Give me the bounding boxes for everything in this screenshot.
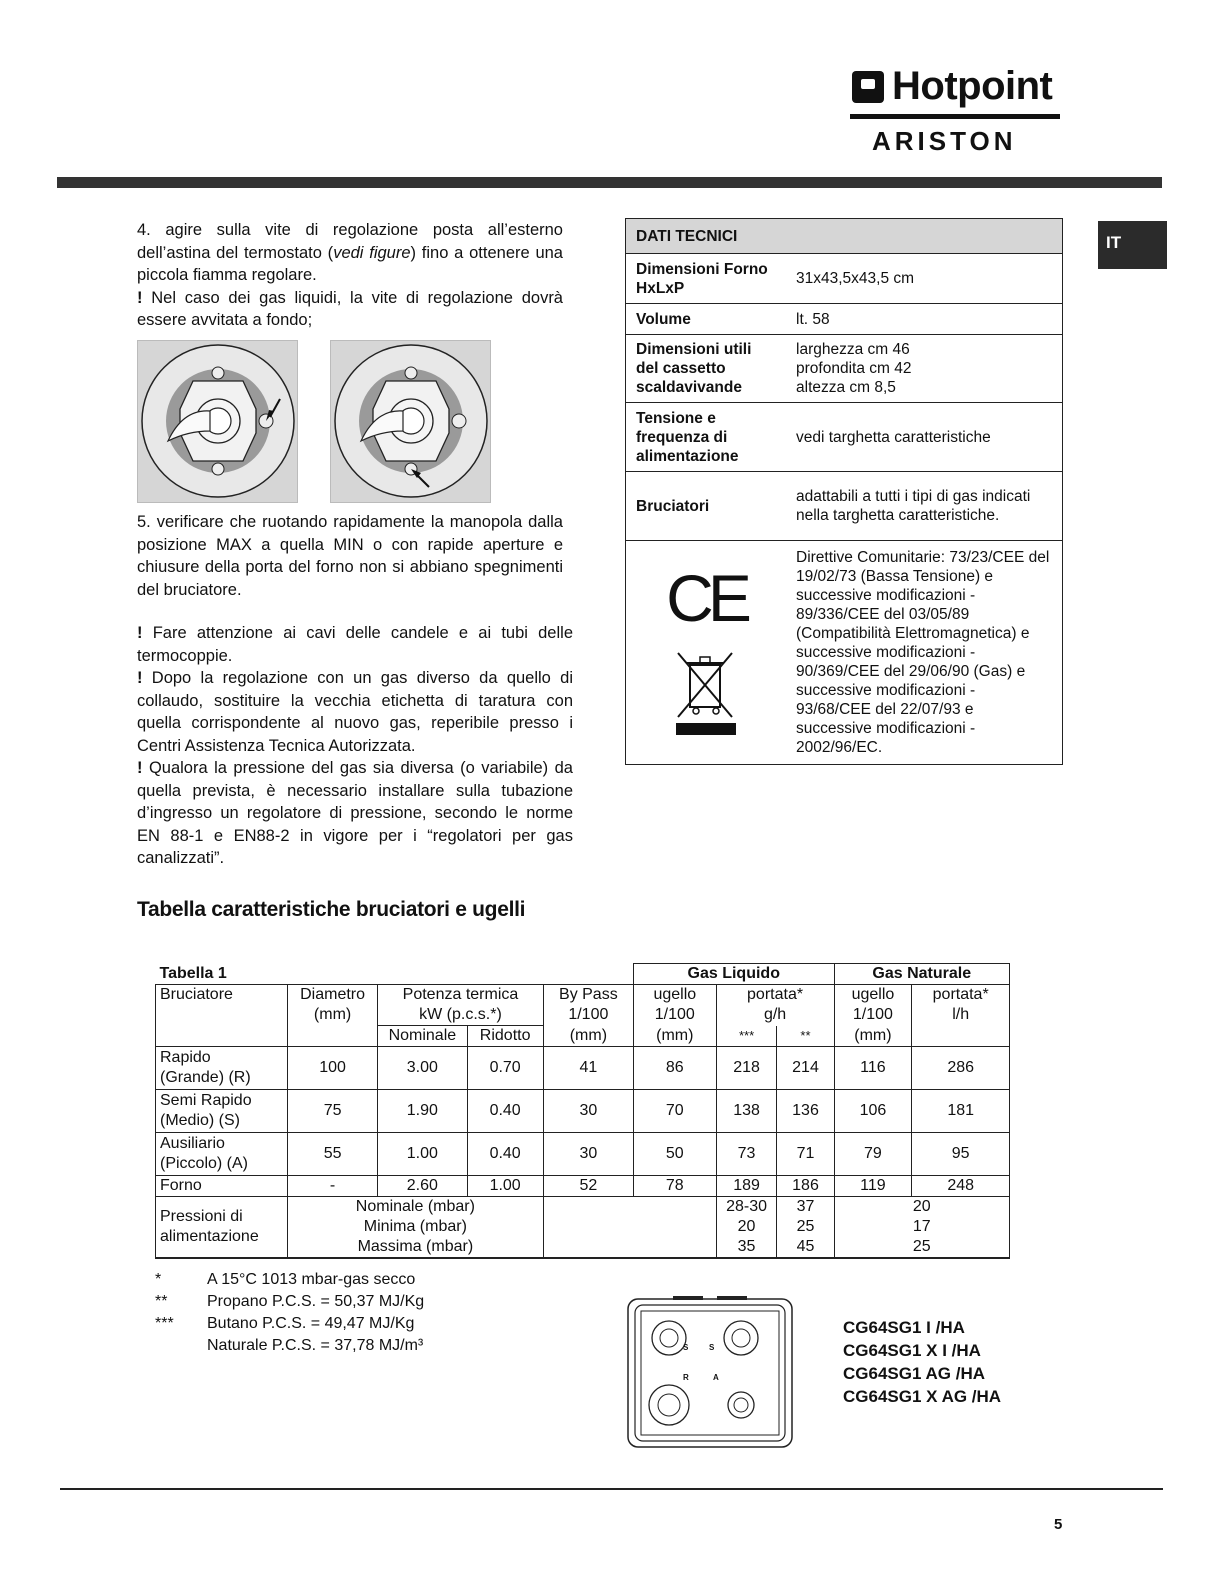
compliance-marks (626, 541, 787, 765)
cell-nominale: 1.00 (378, 1133, 467, 1176)
model-code: CG64SG1 X AG /HA (843, 1387, 1002, 1406)
h-ugello-label: ugello (653, 986, 697, 1004)
pressure-butane (716, 1197, 777, 1259)
ce-mark: CE (666, 561, 746, 635)
cell-ugello: 50 (633, 1133, 716, 1176)
footnote-mark: ** (155, 1293, 168, 1310)
model-code: CG64SG1 AG /HA (843, 1364, 986, 1383)
h-nominale: Nominale (378, 1026, 467, 1047)
h-ugello-unit: 1/100 (654, 1006, 695, 1024)
footer-divider (60, 1488, 1163, 1490)
h-ugello-nat (834, 985, 912, 1026)
h-butane: *** (716, 1026, 777, 1047)
cell-ugello-nat: 79 (834, 1133, 912, 1176)
h-portata (716, 985, 834, 1026)
h-portata-label: portata* (747, 986, 804, 1004)
brand-logo-icon (852, 71, 884, 103)
cell-diametro: 75 (287, 1090, 377, 1133)
drawer-height: altezza cm 8,5 (796, 379, 896, 396)
cell-portata-propane: 186 (777, 1176, 834, 1197)
row-forno: Forno (156, 1176, 288, 1197)
h-ugello-nat-unit: 1/100 (852, 1006, 893, 1024)
warning-2: Dopo la regolazione con un gas diverso da quello di collaudo, sostituire la vecchia etichetta di taratura con quella corrispondente al nuovo gas, reperibile presso i Centri Assistenza Tecnica Autorizzata. (137, 669, 573, 755)
h-bypass-label: By Pass (559, 986, 618, 1004)
model-list (843, 1316, 1001, 1408)
cell-ugello-nat: 119 (834, 1176, 912, 1197)
brand-underline (850, 114, 1060, 119)
cell-portata-propane: 136 (777, 1090, 834, 1133)
footnote-text: Propano P.C.S. = 50,37 MJ/Kg (207, 1293, 425, 1310)
tech-title: DATI TECNICI (626, 219, 1063, 254)
pressure-nat-min: 17 (912, 1218, 931, 1235)
brand-logo (852, 64, 1052, 109)
cell-portata-butane: 218 (716, 1047, 777, 1090)
step4-text (137, 219, 563, 332)
cell-ugello: 70 (633, 1090, 716, 1133)
warning-3: Qualora la pressione del gas sia diversa (o variabile) da quella prevista, è necessario installare sulla tubazione d’ingresso un regolatore di pressione, secondo le norme EN 88-1 e EN88-2 in vigore per i “regolatori per gas canalizzati”. (137, 759, 573, 867)
cell-ridotto: 0.40 (467, 1133, 543, 1176)
tech-data-table (625, 218, 1063, 765)
warning-mark: ! (137, 288, 143, 307)
cell-ugello-nat: 106 (834, 1090, 912, 1133)
tech-key-voltage: Tensione e frequenza di alimentazione (626, 403, 787, 472)
h-bruciatore: Bruciatore (156, 985, 288, 1026)
cell-nominale: 2.60 (378, 1176, 467, 1197)
header-divider (57, 177, 1162, 188)
pressure-nat-max: 25 (912, 1238, 931, 1255)
warning-mark: ! (137, 624, 143, 642)
burner-label-a: A (713, 1373, 719, 1382)
h-bypass (543, 985, 633, 1026)
cell-bypass: 30 (543, 1133, 633, 1176)
row-semi-rapido (156, 1090, 288, 1133)
tech-key-dimensions: Dimensioni Forno HxLxP (626, 254, 787, 304)
pressure-nominal: Nominale (mbar) (355, 1198, 475, 1215)
pressure-nat-nom: 20 (912, 1198, 931, 1215)
brand-name: Hotpoint (892, 64, 1053, 108)
tech-key-drawer: Dimensioni utili del cassetto scaldavivande (626, 335, 787, 403)
cell-portata-butane: 138 (716, 1090, 777, 1133)
pressure-names (287, 1197, 543, 1259)
tech-val-voltage: vedi targhetta caratteristiche (786, 403, 1063, 472)
cell-ridotto: 0.70 (467, 1047, 543, 1090)
h-portata-nat-label: portata* (932, 986, 989, 1003)
step4-note: Nel caso dei gas liquidi, la vite di regolazione dovrà essere avvitata a fondo; (137, 288, 563, 329)
cell-diametro: 100 (287, 1047, 377, 1090)
h-potenza-label: Potenza termica (402, 986, 519, 1003)
tech-val-directives: Direttive Comunitarie: 73/23/CEE del 19/02/73 (Bassa Tensione) e successive modificazioni - 89/336/CEE del 03/05/89 (Compatibilità Elettromagnetica) e successive modificazioni - 90/369/CEE del 29/06/90 (Gas) e successive modificazioni - 93/68/CEE del 22/07/93 e successive modificazioni - 2002/96/EC. (786, 541, 1063, 765)
hob-diagram (627, 1295, 793, 1448)
warning-mark: ! (137, 759, 143, 777)
hob-icon (627, 1295, 793, 1448)
h-portata-nat-unit: l/h (952, 1006, 970, 1023)
footnote-text: Naturale P.C.S. = 37,78 MJ/m³ (207, 1337, 424, 1354)
thermostat-dial-icon (138, 341, 297, 502)
model-code: CG64SG1 X I /HA (843, 1341, 981, 1360)
cell-diametro: 55 (287, 1133, 377, 1176)
row-rapido (156, 1047, 288, 1090)
thermostat-figure-2 (330, 340, 491, 503)
cell-ugello: 86 (633, 1047, 716, 1090)
tech-val-drawer (786, 335, 1063, 403)
drawer-depth: profondita cm 42 (796, 360, 912, 377)
cell-bypass: 30 (543, 1090, 633, 1133)
h-potenza (378, 985, 544, 1026)
footnote-mark: *** (155, 1315, 174, 1332)
warning-1: Fare attenzione ai cavi delle candele e ai tubi delle termocoppie. (137, 624, 573, 665)
thermostat-dial-icon (331, 341, 490, 502)
row-name: Rapido (160, 1049, 211, 1066)
h-ugello-nat-mm: (mm) (834, 1026, 912, 1047)
h-potenza-unit: kW (p.c.s.*) (419, 1006, 502, 1023)
pressure-butane-max: 35 (737, 1238, 756, 1255)
cell-bypass: 41 (543, 1047, 633, 1090)
cell-portata-propane: 214 (777, 1047, 834, 1090)
cell-ugello: 78 (633, 1176, 716, 1197)
pressure-natural (834, 1197, 1010, 1259)
pressure-butane-nom: 28-30 (726, 1198, 768, 1215)
tech-key-burners: Bruciatori (626, 472, 787, 541)
h-diametro (287, 985, 377, 1026)
warning-mark: ! (137, 669, 143, 687)
cell-bypass: 52 (543, 1176, 633, 1197)
cell-nominale: 1.90 (378, 1090, 467, 1133)
burner-table (155, 963, 1010, 1259)
footnote-text: Butano P.C.S. = 49,47 MJ/Kg (207, 1315, 415, 1332)
burner-label-s2: S (709, 1343, 715, 1352)
warnings (137, 622, 573, 870)
footnote-text: A 15°C 1013 mbar-gas secco (207, 1271, 416, 1288)
cell-portata-nat: 248 (912, 1176, 1010, 1197)
burner-label-r: R (683, 1373, 689, 1382)
step5-text: 5. verificare che ruotando rapidamente la manopola dalla posizione MAX a quella MIN o con rapide aperture e chiusure della porta del forno non si abbiano spegnimenti del bruciatore. (137, 513, 563, 599)
h-bypass-mm: (mm) (543, 1026, 633, 1047)
row-name: Ausiliario (160, 1135, 225, 1152)
row-ausiliario (156, 1133, 288, 1176)
h-ridotto: Ridotto (467, 1026, 543, 1047)
pressure-label-2: alimentazione (160, 1228, 259, 1245)
pressure-propane-max: 45 (796, 1238, 815, 1255)
cell-portata-nat: 95 (912, 1133, 1010, 1176)
cell-portata-nat: 181 (912, 1090, 1010, 1133)
row-name-sub: (Grande) (R) (160, 1069, 251, 1086)
row-name-sub: (Piccolo) (A) (160, 1155, 249, 1172)
tech-val-volume: lt. 58 (786, 304, 1063, 335)
h-bypass-unit: 1/100 (568, 1006, 609, 1024)
pressure-label-1: Pressioni di (160, 1208, 243, 1225)
brand-sub: ARISTON (872, 126, 1017, 156)
cell-portata-nat: 286 (912, 1047, 1010, 1090)
cell-diametro: - (287, 1176, 377, 1197)
thermostat-figure-1 (137, 340, 298, 503)
weee-bin-icon (674, 651, 738, 735)
step4-post: ) fino a ottenere una piccola fiamma regolare. (137, 243, 563, 284)
pressure-propane-nom: 37 (796, 1198, 815, 1215)
pressure-butane-min: 20 (737, 1218, 756, 1235)
row-name-sub: (Medio) (S) (160, 1112, 241, 1129)
cell-ridotto: 0.40 (467, 1090, 543, 1133)
cell-portata-butane: 189 (716, 1176, 777, 1197)
h-portata-unit: g/h (763, 1006, 787, 1024)
h-diametro-label: Diametro (300, 986, 366, 1003)
h-ugello (633, 985, 716, 1026)
pressure-min: Minima (mbar) (363, 1218, 467, 1235)
cell-portata-butane: 73 (716, 1133, 777, 1176)
h-ugello-mm: (mm) (633, 1026, 716, 1047)
pressure-propane (777, 1197, 834, 1259)
h-propane: ** (777, 1026, 834, 1047)
h-ugello-nat-label: ugello (851, 986, 895, 1004)
cell-ugello-nat: 116 (834, 1047, 912, 1090)
burner-label-s1: S (683, 1343, 689, 1352)
step4-pre: 4. agire sulla vite di regolazione posta all’esterno dell’astina del termostato ( (137, 221, 563, 262)
table-title: Tabella 1 (156, 964, 634, 985)
pressure-propane-min: 25 (796, 1218, 815, 1235)
h-portata-nat (912, 985, 1010, 1026)
footnote-mark: * (155, 1271, 162, 1288)
tech-key-volume: Volume (626, 304, 787, 335)
gas-natural-header: Gas Naturale (834, 964, 1010, 985)
cell-portata-propane: 71 (777, 1133, 834, 1176)
step4-em: vedi figure (333, 243, 411, 262)
row-pressioni (156, 1197, 288, 1259)
h-diametro-unit: (mm) (313, 1006, 352, 1023)
section-title: Tabella caratteristiche bruciatori e ugelli (137, 898, 526, 921)
row-name: Semi Rapido (160, 1092, 252, 1109)
cell-nominale: 3.00 (378, 1047, 467, 1090)
pressure-max: Massima (mbar) (357, 1238, 474, 1255)
tech-val-burners: adattabili a tutti i tipi di gas indicati nella targhetta caratteristiche. (786, 472, 1063, 541)
tech-val-dimensions: 31x43,5x43,5 cm (786, 254, 1063, 304)
drawer-width: larghezza cm 46 (796, 341, 910, 358)
model-code: CG64SG1 I /HA (843, 1318, 965, 1337)
footnotes (155, 1269, 424, 1357)
page-number: 5 (1054, 1516, 1063, 1533)
gas-liquid-header: Gas Liquido (633, 964, 834, 985)
language-tab: IT (1098, 221, 1167, 269)
cell-ridotto: 1.00 (467, 1176, 543, 1197)
footnote-mark (155, 1335, 207, 1357)
